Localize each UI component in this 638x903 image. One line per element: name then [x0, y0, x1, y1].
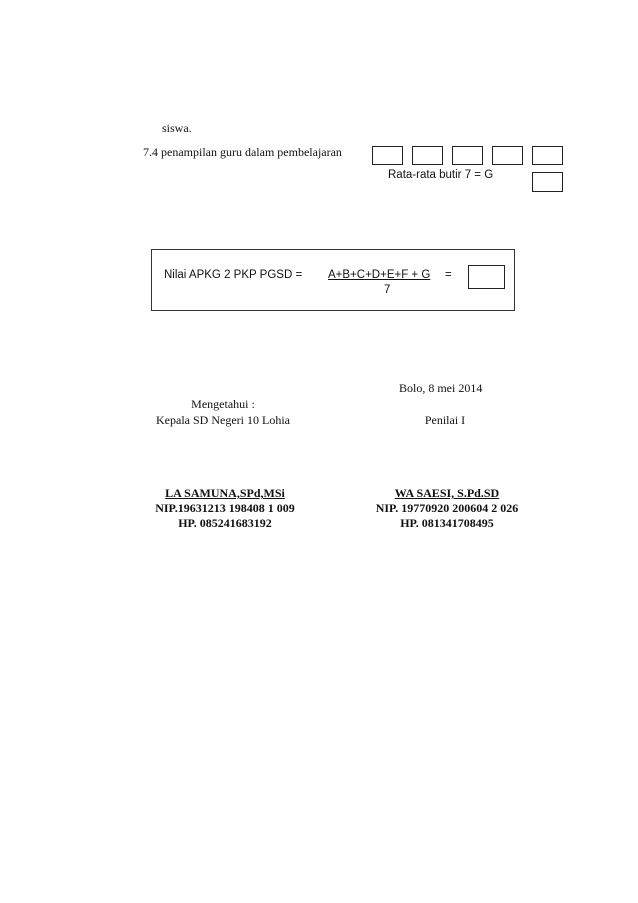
- score-box-5[interactable]: [532, 146, 563, 165]
- left-name: LA SAMUNA,SPd,MSi: [165, 486, 285, 500]
- formula-numerator: A+B+C+D+E+F + G: [328, 269, 431, 281]
- formula-frame: [151, 249, 515, 311]
- item-label: 7.4 penampilan guru dalam pembelajaran: [143, 145, 342, 159]
- left-nip: NIP.19631213 198408 1 009: [155, 501, 295, 515]
- formula-label: Nilai APKG 2 PKP PGSD =: [164, 269, 303, 281]
- left-phone: HP. 085241683192: [178, 516, 272, 530]
- left-role: Kepala SD Negeri 10 Lohia: [156, 413, 290, 427]
- right-name: WA SAESI, S.Pd.SD: [394, 486, 500, 500]
- score-box-3[interactable]: [452, 146, 483, 165]
- score-box-2[interactable]: [412, 146, 443, 165]
- right-role: Penilai I: [424, 413, 466, 427]
- average-box[interactable]: [532, 172, 563, 192]
- result-box[interactable]: [468, 265, 505, 289]
- score-box-1[interactable]: [372, 146, 403, 165]
- average-label: Rata-rata butir 7 = G: [388, 169, 494, 181]
- right-nip: NIP. 19770920 200604 2 026: [375, 501, 519, 515]
- formula-equals: =: [445, 269, 452, 281]
- place-date: Bolo, 8 mei 2014: [399, 381, 483, 395]
- acknowledge-label: Mengetahui :: [191, 397, 255, 411]
- formula-denominator: 7: [384, 284, 391, 296]
- score-box-4[interactable]: [492, 146, 523, 165]
- continuation-text: siswa.: [162, 121, 192, 135]
- right-phone: HP. 081341708495: [400, 516, 494, 530]
